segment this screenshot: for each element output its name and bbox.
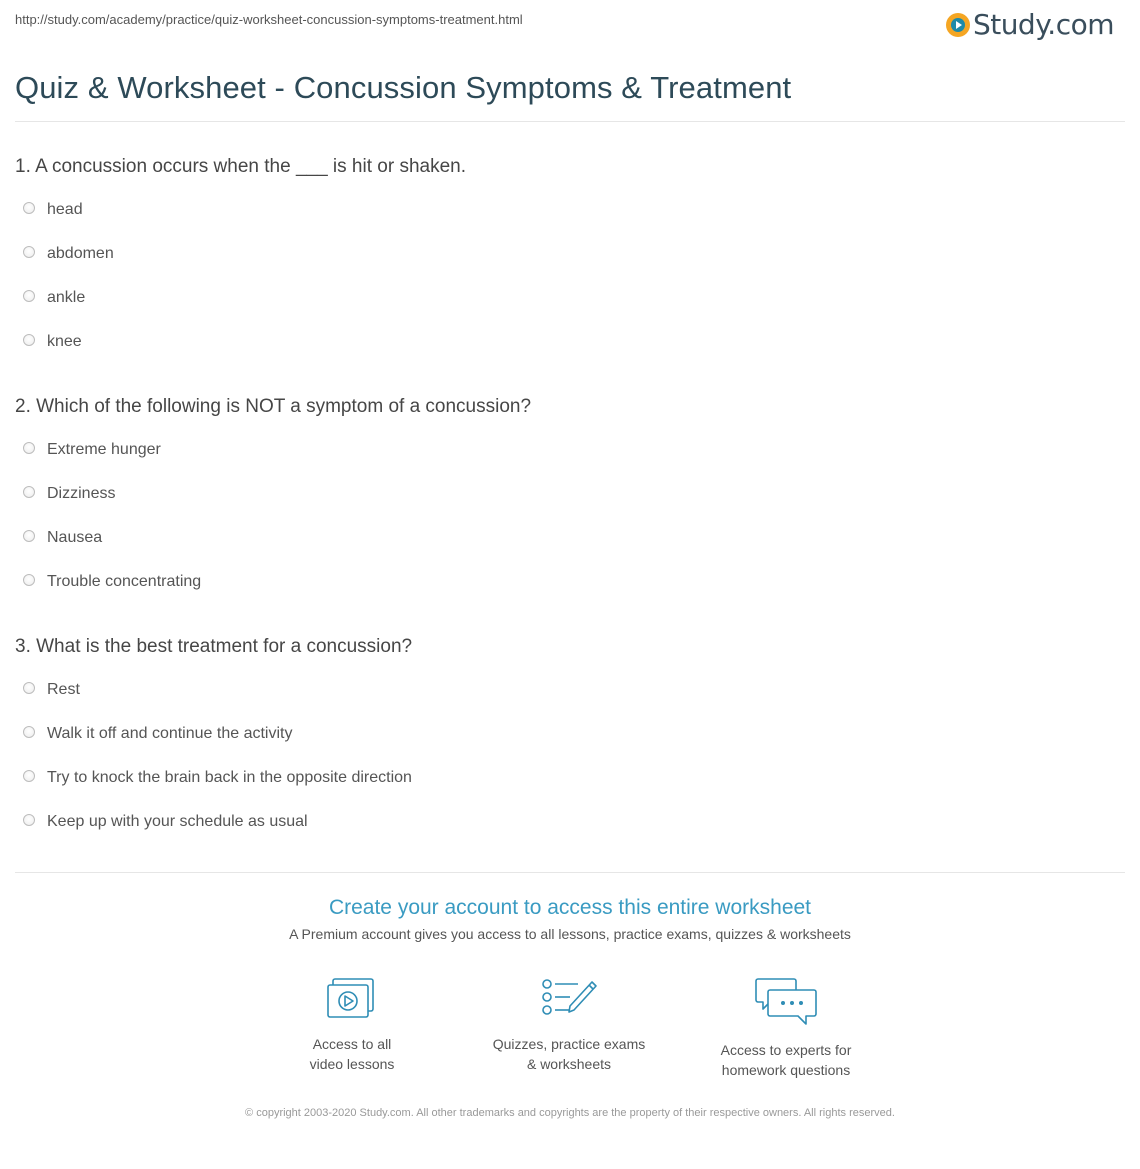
- question-3: 3. What is the best treatment for a concussion?: [15, 636, 413, 657]
- option-label: Keep up with your schedule as usual: [47, 813, 308, 830]
- radio-button[interactable]: [23, 726, 35, 738]
- title-divider: [15, 121, 1125, 122]
- option-label: abdomen: [47, 245, 114, 262]
- option-label: Trouble concentrating: [47, 573, 202, 590]
- radio-button[interactable]: [23, 442, 35, 454]
- cta-subtitle: A Premium account gives you access to all lessons, practice exams, quizzes & worksheets: [289, 926, 851, 942]
- option-label: Try to knock the brain back in the opposite direction: [47, 769, 412, 786]
- video-lessons-icon: [325, 976, 379, 1022]
- radio-button[interactable]: [23, 682, 35, 694]
- radio-button[interactable]: [23, 334, 35, 346]
- question-1-option-1[interactable]: [23, 201, 83, 219]
- radio-button[interactable]: [23, 574, 35, 586]
- question-3-option-4[interactable]: [23, 813, 308, 831]
- page-url: http://study.com/academy/practice/quiz-worksheet-concussion-symptoms-treatment.html: [15, 12, 523, 27]
- question-1-option-3[interactable]: [23, 289, 85, 307]
- question-2-option-4[interactable]: [23, 573, 201, 591]
- radio-button[interactable]: [23, 202, 35, 214]
- option-label: Extreme hunger: [47, 441, 161, 458]
- question-2-option-3[interactable]: [23, 529, 102, 547]
- option-label: head: [47, 201, 83, 218]
- feature-label: Access to experts for homework questions: [720, 1042, 852, 1078]
- question-1-option-4[interactable]: [23, 333, 82, 351]
- question-1-option-2[interactable]: [23, 245, 114, 263]
- quiz-checklist-icon: [540, 976, 598, 1022]
- feature-label: Access to all video lessons: [309, 1036, 395, 1072]
- create-account-link[interactable]: Create your account to access this entire worksheet: [328, 896, 812, 919]
- radio-button[interactable]: [23, 290, 35, 302]
- chat-bubbles-icon: [754, 976, 818, 1028]
- question-3-option-2[interactable]: [23, 725, 292, 743]
- study-logo[interactable]: [946, 8, 1114, 41]
- question-2-option-2[interactable]: [23, 485, 115, 503]
- copyright-notice: © copyright 2003-2020 Study.com. All other trademarks and copyrights are the property of their respective owners. All rights reserved.: [245, 1107, 895, 1119]
- question-3-option-3[interactable]: [23, 769, 412, 787]
- option-label: Dizziness: [47, 485, 116, 502]
- question-3-option-1[interactable]: [23, 681, 80, 699]
- cta-divider: [15, 872, 1125, 873]
- logo-text: Study.com: [972, 8, 1114, 41]
- option-label: knee: [47, 333, 82, 350]
- option-label: Walk it off and continue the activity: [47, 725, 293, 742]
- feature-video-lessons: [267, 976, 437, 1074]
- play-circle-logo-icon: [946, 13, 970, 37]
- option-label: Nausea: [47, 529, 103, 546]
- option-label: ankle: [47, 289, 86, 306]
- radio-button[interactable]: [23, 530, 35, 542]
- question-2-option-1[interactable]: [23, 441, 161, 459]
- feature-label: Quizzes, practice exams & worksheets: [492, 1036, 646, 1072]
- radio-button[interactable]: [23, 246, 35, 258]
- option-label: Rest: [47, 681, 80, 698]
- feature-experts: [701, 976, 871, 1080]
- radio-button[interactable]: [23, 770, 35, 782]
- radio-button[interactable]: [23, 486, 35, 498]
- feature-quizzes: [484, 976, 654, 1074]
- question-2: 2. Which of the following is NOT a symptom of a concussion?: [15, 396, 532, 417]
- question-1: 1. A concussion occurs when the ___ is hit or shaken.: [15, 156, 466, 177]
- radio-button[interactable]: [23, 814, 35, 826]
- page-title: Quiz & Worksheet - Concussion Symptoms & Treatment: [15, 70, 792, 105]
